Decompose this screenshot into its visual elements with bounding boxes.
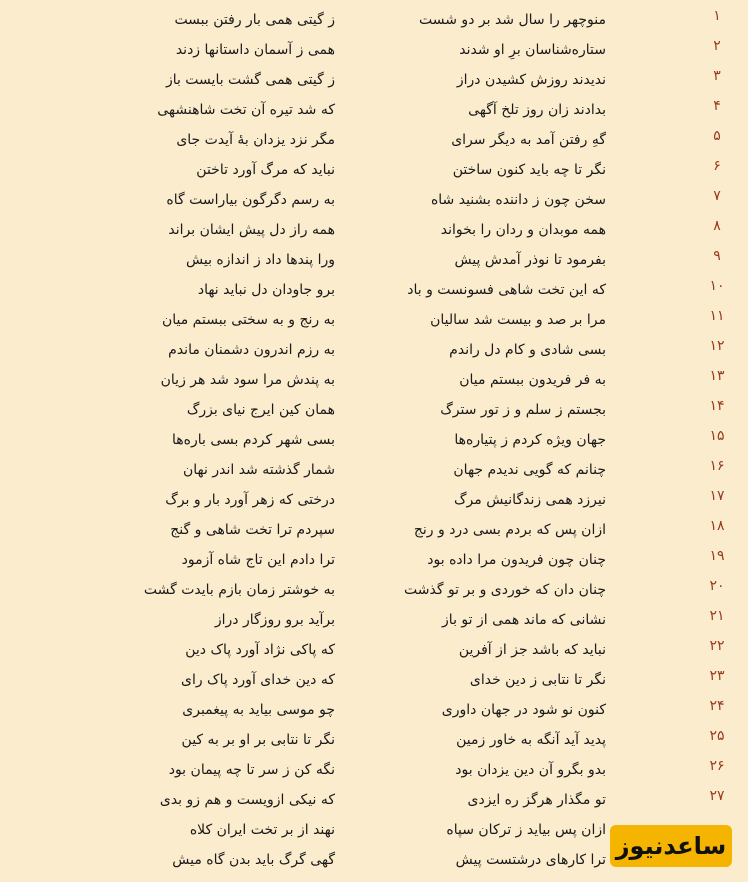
verse-row xyxy=(0,215,748,245)
first-hemistich: به فر فریدون ببستم میان xyxy=(459,372,606,388)
poem-table xyxy=(0,5,748,875)
first-hemistich: تو مگذار هرگز ره ایزدی xyxy=(467,792,606,808)
first-hemistich: منوچهر را سال شد بر دو شست xyxy=(419,12,606,28)
second-hemistich: همان کین ایرج نیای بزرگ xyxy=(186,402,335,418)
second-hemistich: که نیکی ازویست و هم زو بدی xyxy=(159,792,335,808)
verse-number: ۷ xyxy=(713,188,721,204)
verse-row xyxy=(0,755,748,785)
first-hemistich: نیرزد همی زندگانیش مرگ xyxy=(454,492,606,508)
verse-row xyxy=(0,35,748,65)
second-hemistich: نگه کن ز سر تا چه پیمان بود xyxy=(168,762,335,778)
first-hemistich: چنان دان که خوردی و بر تو گذشت xyxy=(404,582,606,598)
second-hemistich: ترا دادم این تاج شاه آزمود xyxy=(181,552,335,568)
second-hemistich: به رسم دگرگون بیاراست گاه xyxy=(166,192,335,208)
saednews-logo: ساعدنیوز xyxy=(610,825,732,867)
second-hemistich: درختی که زهر آورد بار و برگ xyxy=(165,492,335,508)
second-hemistich: مگر نزد یزدان بهٔ آیدت جای xyxy=(176,132,335,148)
verse-number: ۴ xyxy=(713,98,721,114)
first-hemistich: بجستم ز سلم و ز تور سترگ xyxy=(440,402,606,418)
verse-row xyxy=(0,425,748,455)
second-hemistich: که دین خدای آورد پاک رای xyxy=(180,672,335,688)
verse-number: ۱۹ xyxy=(709,548,725,564)
second-hemistich: برآید برو روزگار دراز xyxy=(214,612,335,628)
second-hemistich: گهی گرگ باید بدن گاه میش xyxy=(172,852,335,868)
first-hemistich: کنون نو شود در جهان داوری xyxy=(441,702,606,718)
first-hemistich: جهان ویژه کردم ز پتیاره‌ها xyxy=(454,432,606,448)
verse-number: ۲۶ xyxy=(709,758,725,774)
second-hemistich: به رزم اندرون دشمنان ماندم xyxy=(168,342,335,358)
second-hemistich: ز گیتی همی گشت بایست باز xyxy=(165,72,335,88)
verse-number: ۳ xyxy=(713,68,721,84)
verse-number: ۲۵ xyxy=(709,728,725,744)
verse-number: ۲۱ xyxy=(709,608,725,624)
first-hemistich: نشانی که ماند همی از تو باز xyxy=(442,612,606,628)
second-hemistich: ورا پندها داد ز اندازه بیش xyxy=(186,252,335,268)
verse-row xyxy=(0,635,748,665)
first-hemistich: چنان چون فریدون مرا داده بود xyxy=(427,552,606,568)
verse-row xyxy=(0,155,748,185)
first-hemistich: بدو بگرو آن دین یزدان بود xyxy=(455,762,606,778)
second-hemistich: ز گیتی همی بار رفتن ببست xyxy=(174,12,335,28)
verse-row xyxy=(0,395,748,425)
verse-row xyxy=(0,125,748,155)
second-hemistich: به رنج و به سختی ببستم میان xyxy=(161,312,335,328)
second-hemistich: همه راز دل پیش ایشان براند xyxy=(168,222,335,238)
first-hemistich: همه موبدان و ردان را بخواند xyxy=(440,222,606,238)
verse-number: ۲۴ xyxy=(709,698,725,714)
first-hemistich: بسی شادی و کام دل راندم xyxy=(449,342,606,358)
second-hemistich: برو جاودان دل نباید نهاد xyxy=(197,282,335,298)
first-hemistich: بدادند زان روز تلخ آگهی xyxy=(468,102,606,118)
verse-number: ۱۶ xyxy=(709,458,725,474)
verse-number: ۱۰ xyxy=(709,278,725,294)
second-hemistich: نباید که مرگ آورد تاختن xyxy=(196,162,335,178)
verse-number: ۱۳ xyxy=(709,368,725,384)
second-hemistich: که پاکی نژاد آورد پاک دین xyxy=(185,642,335,658)
verse-number: ۵ xyxy=(713,128,721,144)
second-hemistich: چو موسی بیاید به پیغمبری xyxy=(182,702,335,718)
first-hemistich: سخن چون ز داننده بشنید شاه xyxy=(430,192,606,208)
first-hemistich: ازان پس بیاید ز ترکان سپاه xyxy=(446,822,606,838)
second-hemistich: سپردم ترا تخت شاهی و گنج xyxy=(170,522,335,538)
verse-row xyxy=(0,95,748,125)
verse-row xyxy=(0,365,748,395)
verse-row xyxy=(0,665,748,695)
verse-row xyxy=(0,305,748,335)
verse-row xyxy=(0,65,748,95)
verse-row xyxy=(0,485,748,515)
verse-row xyxy=(0,5,748,35)
verse-row xyxy=(0,275,748,305)
verse-row xyxy=(0,515,748,545)
verse-number: ۱۴ xyxy=(709,398,725,414)
verse-row xyxy=(0,605,748,635)
second-hemistich: همی ز آسمان داستانها زدند xyxy=(175,42,335,58)
first-hemistich: پدید آید آنگه به خاور زمین xyxy=(456,732,606,748)
verse-row xyxy=(0,335,748,365)
verse-row xyxy=(0,245,748,275)
verse-number: ۱۷ xyxy=(709,488,725,504)
verse-number: ۲۲ xyxy=(709,638,725,654)
first-hemistich: بفرمود تا نوذر آمدش پیش xyxy=(454,252,606,268)
second-hemistich: نهند از بر تخت ایران کلاه xyxy=(189,822,335,838)
second-hemistich: بسی شهر کردم بسی باره‌ها xyxy=(171,432,335,448)
verse-number: ۲۰ xyxy=(709,578,725,594)
first-hemistich: مرا بر صد و بیست شد سالیان xyxy=(430,312,606,328)
first-hemistich: ترا کارهای درشتست پیش xyxy=(455,852,606,868)
first-hemistich: گهِ رفتن آمد به دیگر سرای xyxy=(451,132,606,148)
first-hemistich: نگر تا چه باید کنون ساختن xyxy=(452,162,606,178)
second-hemistich: که شد تیره آن تخت شاهنشهی xyxy=(157,102,335,118)
verse-number: ۶ xyxy=(713,158,721,174)
first-hemistich: نباید که باشد جز از آفرین xyxy=(458,642,606,658)
first-hemistich: نگر تا نتابی ز دین خدای xyxy=(469,672,606,688)
second-hemistich: به پندش مرا سود شد هر زیان xyxy=(160,372,335,388)
verse-row xyxy=(0,545,748,575)
first-hemistich: که این تخت شاهی فسونست و باد xyxy=(407,282,606,298)
verse-number: ۱۵ xyxy=(709,428,725,444)
verse-number: ۲۷ xyxy=(709,788,725,804)
first-hemistich: چنانم که گویی ندیدم جهان xyxy=(453,462,606,478)
second-hemistich: به خوشتر زمان بازم بایدت گشت xyxy=(143,582,335,598)
verse-number: ۲ xyxy=(713,38,721,54)
verse-row xyxy=(0,725,748,755)
first-hemistich: ستاره‌شناسان برِ او شدند xyxy=(459,42,606,58)
verse-number: ۱۲ xyxy=(709,338,725,354)
verse-number: ۲۳ xyxy=(709,668,725,684)
verse-number: ۸ xyxy=(713,218,721,234)
second-hemistich: نگر تا نتابی بر او بر به کین xyxy=(181,732,335,748)
verse-number: ۹ xyxy=(713,248,721,264)
first-hemistich: ازان پس که بردم بسی درد و رنج xyxy=(413,522,606,538)
verse-number: ۱۱ xyxy=(709,308,725,324)
first-hemistich: ندیدند روزش کشیدن دراز xyxy=(456,72,606,88)
verse-row xyxy=(0,695,748,725)
verse-number: ۱ xyxy=(713,8,721,24)
verse-row xyxy=(0,785,748,815)
verse-row xyxy=(0,575,748,605)
second-hemistich: شمار گذشته شد اندر نهان xyxy=(183,462,335,478)
verse-row xyxy=(0,455,748,485)
verse-row xyxy=(0,185,748,215)
verse-number: ۱۸ xyxy=(709,518,725,534)
